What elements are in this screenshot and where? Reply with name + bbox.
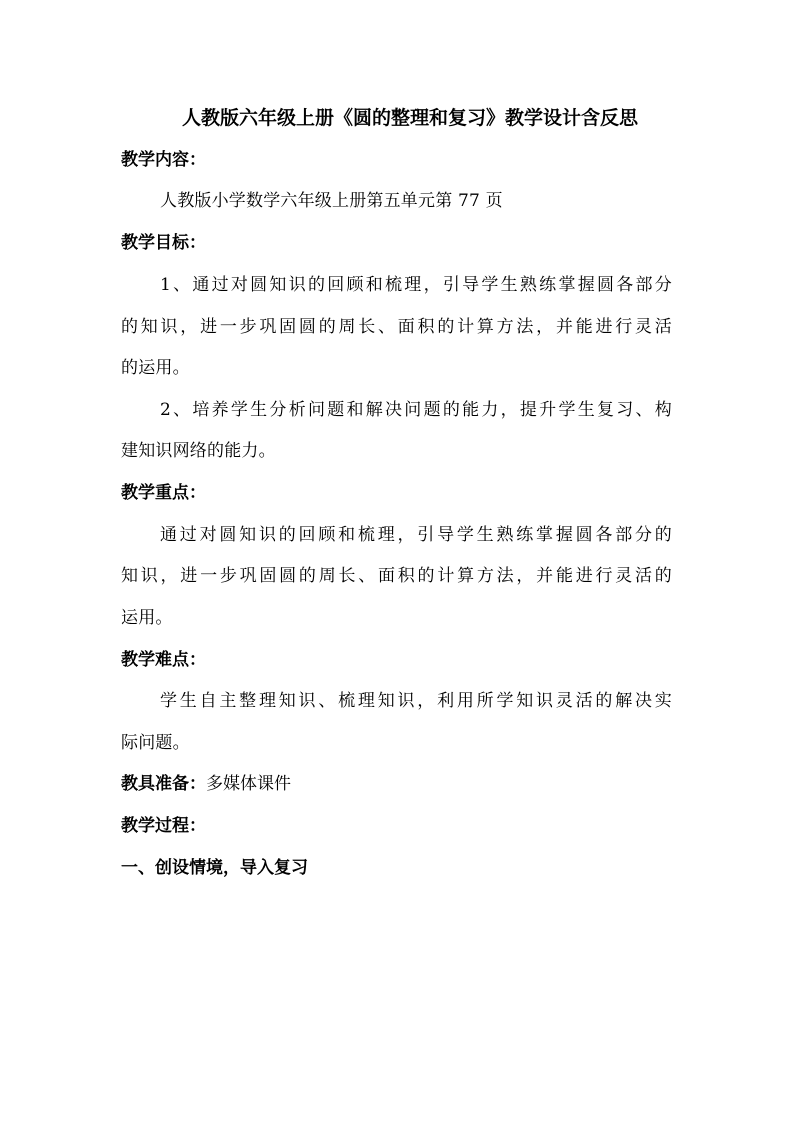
goal-2-line-1: 2、培养学生分析问题和解决问题的能力，提升学生复习、构	[160, 400, 672, 420]
key-point-line-3: 运用。	[121, 608, 173, 628]
difficulty-line-1: 学生自主整理知识、梳理知识，利用所学知识灵活的解决实	[160, 691, 672, 711]
difficulty-heading: 教学难点：	[121, 650, 206, 670]
goal-1-line-2: 的知识，进一步巩固圆的周长、面积的计算方法，并能进行灵活	[121, 317, 672, 337]
tools-heading: 教具准备：	[121, 774, 206, 794]
tools-line	[121, 773, 291, 795]
goal-1-line-3: 的运用。	[121, 358, 190, 378]
process-heading: 教学过程：	[121, 816, 206, 836]
content-text: 人教版小学数学六年级上册第五单元第 77 页	[160, 191, 503, 211]
goal-2-line-2: 建知识网络的能力。	[121, 441, 276, 461]
key-point-line-2: 知识，进一步巩固圆的周长、面积的计算方法，并能进行灵活的	[121, 566, 672, 586]
document-title: 人教版六年级上册《圆的整理和复习》教学设计含反思	[181, 107, 638, 129]
goals-heading: 教学目标：	[121, 233, 206, 253]
goal-1-line-1: 1、通过对圆知识的回顾和梳理，引导学生熟练掌握圆各部分	[160, 275, 672, 295]
key-point-heading: 教学重点：	[121, 483, 206, 503]
section-1-heading: 一、创设情境，导入复习	[121, 858, 308, 878]
key-point-line-1: 通过对圆知识的回顾和梳理，引导学生熟练掌握圆各部分的	[160, 525, 672, 545]
content-heading: 教学内容：	[121, 150, 206, 170]
difficulty-line-2: 际问题。	[121, 733, 190, 753]
tools-text: 多媒体课件	[206, 774, 291, 794]
